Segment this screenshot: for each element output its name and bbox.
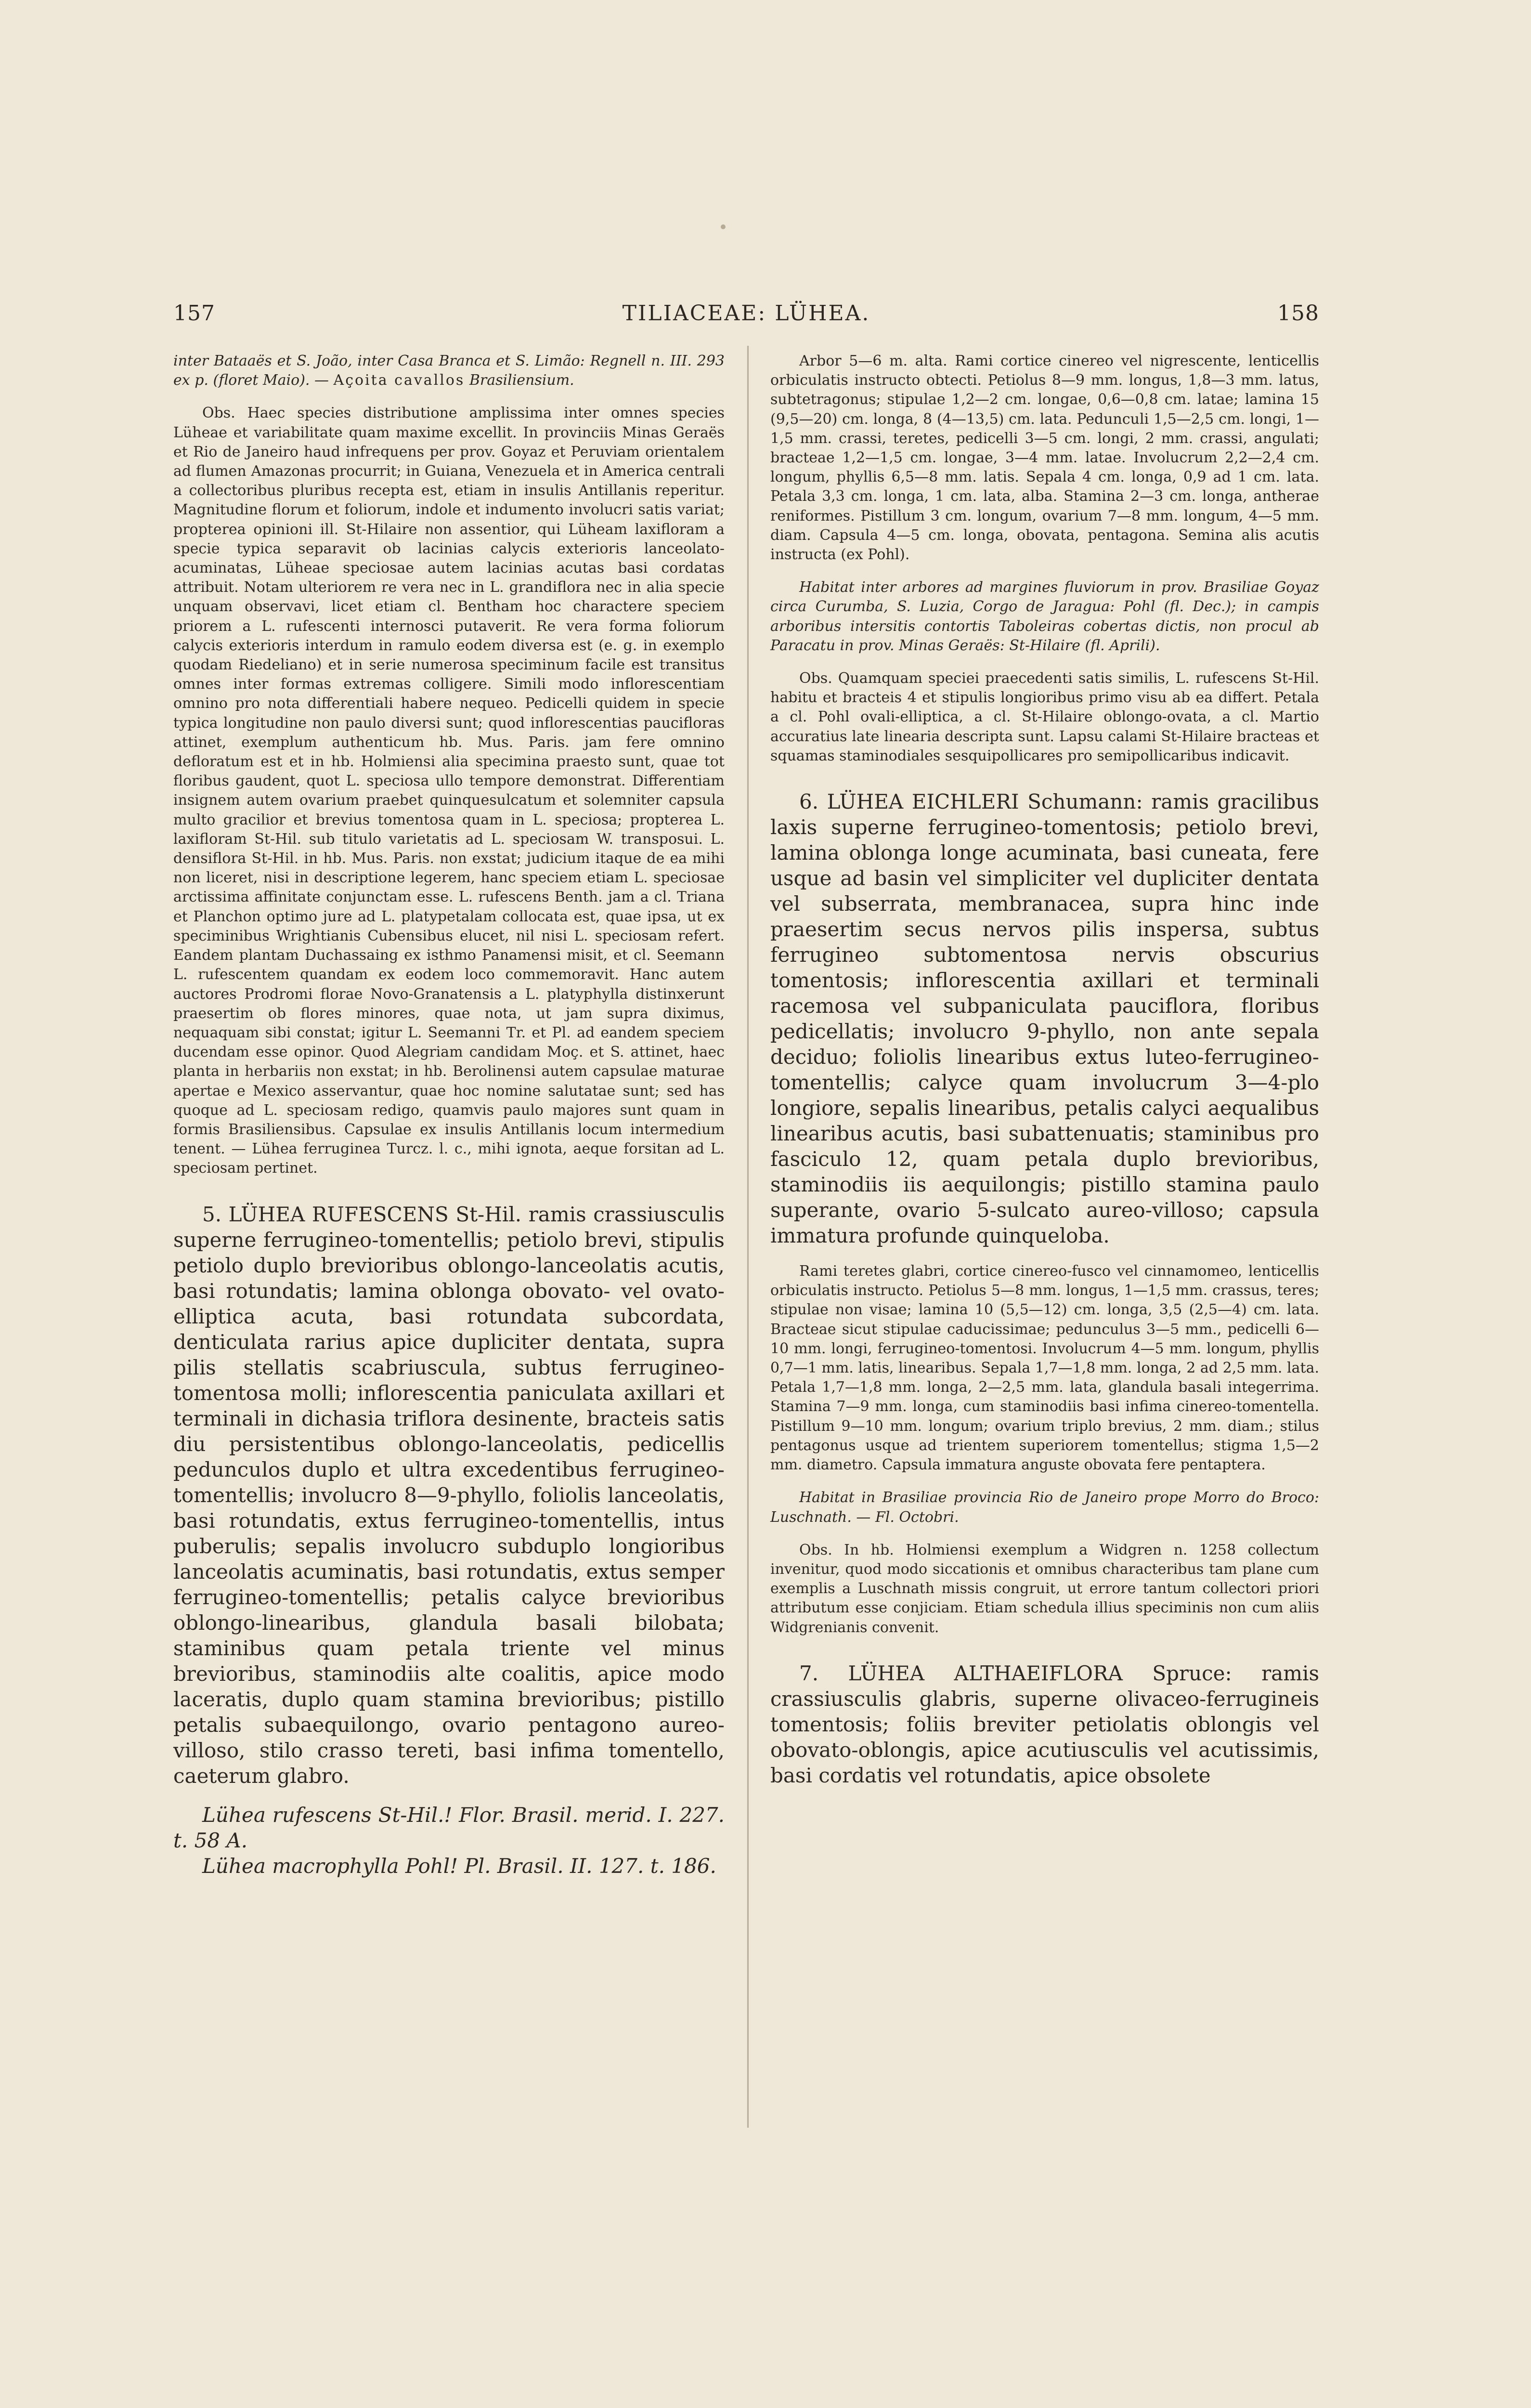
species-6-observation: Obs. In hb. Holmiensi exemplum a Widgren n. 1258 collectum invenitur, quod modo siccationis et omnibus characteribus tam plane cum exemplis a Luschnath missis congruit, ut errore tantum collectori priori attributum esse conjiciam. Etiam schedula illius speciminis non cum aliis Widgrenianis convenit.: [770, 1541, 1319, 1636]
column-divider: [747, 346, 749, 2128]
observation-paragraph: Obs. Haec species distributione amplissima inter omnes species Lüheae et variabilitate quam maxime excellit. In provinciis Minas Geraës et Rio de Janeiro haud infrequens per prov. Goyaz et Peruviam orientalem ad flumen Amazonas procurrit; in Guiana, Venezuela et in America centrali a collectoribus pluribus recepta est, etiam in insulis Antillanis reperitur. Magnitudine florum et foliorum, indole et indumento involucri satis variat; propterea opinioni ill. St-Hilaire non assentior, qui Lüheam laxifloram a specie typica separavit ob lacinias calycis exterioris lanceolato-acuminatas, Lüheae speciosae autem lacinias acutas basi cordatas attribuit. Notam ulteriorem re vera nec in L. grandiflora nec in alia specie unquam observavi, licet etiam cl. Bentham hoc charactere speciem priorem a L. rufescenti internosci putaverit. Re vera forma foliorum calycis exterioris interdum in ramulo eodem diversa est (e. g. in exemplo quodam Riedeliano) et in serie numerosa speciminum facile est transitus omnes inter formas extremas colligere. Simili modo inflorescentiam omnino pro nota differentiali habere nequeo. Pedicelli quidem in specie typica longitudine non paulo diversi sunt; quod inflorescentias paucifloras attinet, exemplum authenticum hb. Mus. Paris. jam fere omnino defloratum est et in hb. Holmiensi alia specimina praesto sunt, quae tot floribus gaudent, quot L. speciosa ullo tempore demonstrat. Differentiam insignem autem ovarium praebet quinquesulcatum et solemniter capsula multo gracilior et brevius tomentosa quam in L. speciosa; propterea L. laxifloram St-Hil. sub titulo varietatis ad L. speciosam W. transposui. L. densiflora St-Hil. in hb. Mus. Paris. non exstat; judicium itaque de ea mihi non liceret, nisi in descriptione legerem, hanc speciem etiam L. speciosae arctissima affinitate conjunctam esse. L. rufescens Benth. jam a cl. Triana et Planchon optimo jure ad L. platypetalam collocata est, quae ipsa, ut ex speciminibus Wrightianis Cubensibus elucet, nil nisi L. speciosam refert. Eandem plantam Duchassaing ex isthmo Panamensi misit, et cl. Seemann L. rufescentem quandam ex eodem loco commemoravit. Hanc autem auctores Prodromi florae Novo-Granatensis a L. platyphylla distinxerunt praesertim ob flores minores, quae nota, ut jam supra diximus, nequaquam sibi constat; igitur L. Seemanni Tr. et Pl. ad eandem speciem ducendam esse opinor. Quod Alegriam candidam Moç. et S. attinet, haec planta in herbariis non exstat; in hb. Berolinensi autem capsulae maturae apertae e Mexico asservantur, quae hoc nomine salutatae sunt; sed has quoque ad L. speciosam redigo, quamvis paulo majores sunt quam in formis Brasiliensibus. Capsulae ex insulis Antillanis locum intermedium tenent. — Lühea ferruginea Turcz. l. c., mihi ignota, aeque forsitan ad L. speciosam pertinet.: [173, 405, 725, 1177]
reference-1: Lühea rufescens St-Hil.! Flor. Brasil. merid. I. 227. t. 58 A.: [173, 1803, 725, 1852]
species-6-habitat: Habitat in Brasiliae provincia Rio de Janeiro prope Morro do Broco: Luschnath. — Fl. Octobri.: [770, 1489, 1319, 1526]
species-7-heading: 7. LÜHEA ALTHAEIFLORA Spruce:: [799, 1661, 1232, 1685]
species-6-text: ramis gracilibus laxis superne ferrugineo-tomentosis; petiolo brevi, lamina oblonga longe acuminata, basi cuneata, fere usque ad basin vel simpliciter vel dupliciter dentata vel subserrata, membranacea, supra hinc inde praesertim secus nervos pilis inspersa, subtus ferrugineo subtomentosa nervis obscurius tomentosis; inflorescentia axillari et terminali racemosa vel subpaniculata pauciflora, floribus pedicellatis; involucro 9-phyllo, non ante sepala deciduo; foliolis linearibus extus luteo-ferrugineo-tomentellis; calyce quam involucrum 3—4-plo longiore, sepalis linearibus, petalis calyci aequalibus linearibus acutis, basi subattenuatis; staminibus pro fasciculo 12, quam petala duplo brevioribus, staminodiis iis aequilongis; pistillo stamina paulo superante, ovario 5-sulcato aureo-villoso; capsula immatura profunde quinqueloba.: [770, 790, 1319, 1248]
page-number-right: 158: [1277, 301, 1319, 326]
species-5-heading: 5. LÜHEA RUFESCENS St-Hil.: [202, 1202, 522, 1226]
vernacular-suffix: Brasiliensium.: [465, 372, 574, 389]
right-column: [770, 352, 1319, 1788]
species-6-diagnosis: [770, 789, 1319, 1248]
vernacular-name: Açoita cavallos: [333, 372, 465, 389]
running-title: TILIACEAE: LÜHEA.: [622, 301, 870, 326]
species-7-text: ramis crassiusculis glabris, superne olivaceo-ferrugineis tomentosis; foliis breviter petiolatis oblongis vel obovato-oblongis, apice acutiusculis vel acutissimis, basi cordatis vel rotundatis, apice obsolete: [770, 1661, 1320, 1787]
species-5-description: Arbor 5—6 m. alta. Rami cortice cinereo vel nigrescente, lenticellis orbiculatis instructo obtecti. Petiolus 8—9 mm. longus, 1,8—3 mm. latus, subtetragonus; stipulae 1,2—2 cm. longae, 0,6—0,8 cm. latae; lamina 15 (9,5—20) cm. longa, 8 (4—13,5) cm. lata. Pedunculi 1,5—2,5 cm. longi, 1—1,5 mm. crassi, teretes, pedicelli 3—5 cm. longi, 2 mm. crassi, angulati; bracteae 1,2—1,5 cm. longae, 3—4 mm. latae. Involucrum 2,2—2,4 cm. longum, phyllis 6,5—8 mm. latis. Sepala 4 cm. longa, 0,9 ad 1 cm. lata. Petala 3,3 cm. longa, 1 cm. lata, alba. Stamina 2—3 cm. longa, antherae reniformes. Pistillum 3 cm. longum, ovarium 7—8 mm. longum, 4—5 mm. diam. Capsula 4—5 cm. longa, obovata, pentagona. Semina alis acutis instructa (ex Pohl).: [770, 353, 1319, 563]
species-5-observation: Obs. Quamquam speciei praecedenti satis similis, L. rufescens St-Hil. habitu et bracteis 4 et stipulis longioribus primo visu ab ea differt. Petala a cl. Pohl ovali-elliptica, a cl. St-Hilaire oblongo-ovata, a cl. Martio accuratius late linearia descripta sunt. Lapsu calami St-Hilaire bracteas et squamas staminodiales sesquipollicares pro semipollicaribus indicavit.: [770, 670, 1319, 764]
speck-mark: [721, 224, 726, 229]
species-7-diagnosis: [770, 1661, 1319, 1788]
species-6-description: Rami teretes glabri, cortice cinereo-fusco vel cinnamomeo, lenticellis orbiculatis instructo. Petiolus 5—8 mm. longus, 1—1,5 mm. crassus, teres; stipulae non visae; lamina 10 (5,5—12) cm. longa, 3,5 (2,5—4) cm. lata. Bracteae sicut stipulae caducissimae; pedunculus 3—5 mm., pedicelli 6—10 mm. longi, ferrugineo-tomentosi. Involucrum 4—5 mm. longum, phyllis 0,7—1 mm. latis, linearibus. Sepala 1,7—1,8 mm. longa, 2 ad 2,5 mm. lata. Petala 1,7—1,8 mm. longa, 2—2,5 mm. lata, glandula basali integerrima. Stamina 7—9 mm. longa, cum staminodiis basi infima cinereo-tomentella. Pistillum 9—10 mm. longum; ovarium triplo brevius, 2 mm. diam.; stilus pentagonus usque ad trientem superiorem tomentellus; stigma 1,5—2 mm. diametro. Capsula immatura anguste obovata fere pentaptera.: [770, 1263, 1319, 1474]
species-5-habitat: Habitat inter arbores ad margines fluviorum in prov. Brasiliae Goyaz circa Curumba, S. Luzia, Corgo de Jaragua: Pohl (fl. Dec.); in campis arboribus intersitis contortis Taboleiras cobertas dictis, non procul ab Paracatu in prov. Minas Geraës: St-Hilaire (fl. Aprili).: [770, 579, 1319, 654]
reference-2: Lühea macrophylla Pohl! Pl. Brasil. II. 127. t. 186.: [202, 1854, 716, 1878]
locality-continuation: [173, 352, 725, 390]
species-5-diagnosis: [173, 1202, 725, 1789]
species-6-heading: 6. LÜHEA EICHLERI Schumann:: [799, 790, 1143, 814]
page-number-left: 157: [173, 301, 215, 326]
species-5-text: ramis crassiusculis superne ferrugineo-tomentellis; petiolo brevi, stipulis petiolo duplo brevioribus oblongo-lanceolatis acutis, basi rotundatis; lamina oblonga obovato- vel ovato-elliptica acuta, basi rotundata subcordata, denticulata rarius apice dupliciter dentata, supra pilis stellatis scabriuscula, subtus ferrugineo-tomentosa molli; inflorescentia paniculata axillari et terminali in dichasia triflora desinente, bracteis satis diu persistentibus oblongo-lanceolatis, pedicellis pedunculos duplo et ultra excedentibus ferrugineo-tomentellis; involucro 8—9-phyllo, foliolis lanceolatis, basi rotundatis, extus ferrugineo-tomentellis, intus puberulis; sepalis involucro subduplo longioribus lanceolatis acuminatis, basi rotundatis, extus semper ferrugineo-tomentellis; petalis calyce brevioribus oblongo-linearibus, glandula basali bilobata; staminibus quam petala triente vel minus brevioribus, staminodiis alte coalitis, apice modo laceratis, duplo quam stamina brevioribus; pistillo petalis subaequilongo, ovario pentagono aureo-villoso, stilo crasso tereti, basi infima tomentello, caeterum glabro.: [173, 1202, 725, 1788]
left-column: [173, 352, 725, 1879]
locality-text: inter Bataaës et S. João, inter Casa Branca et S. Limão: Regnell n. III. 293 ex p. (floret Maio). —: [173, 353, 725, 389]
running-header: [173, 301, 1319, 330]
